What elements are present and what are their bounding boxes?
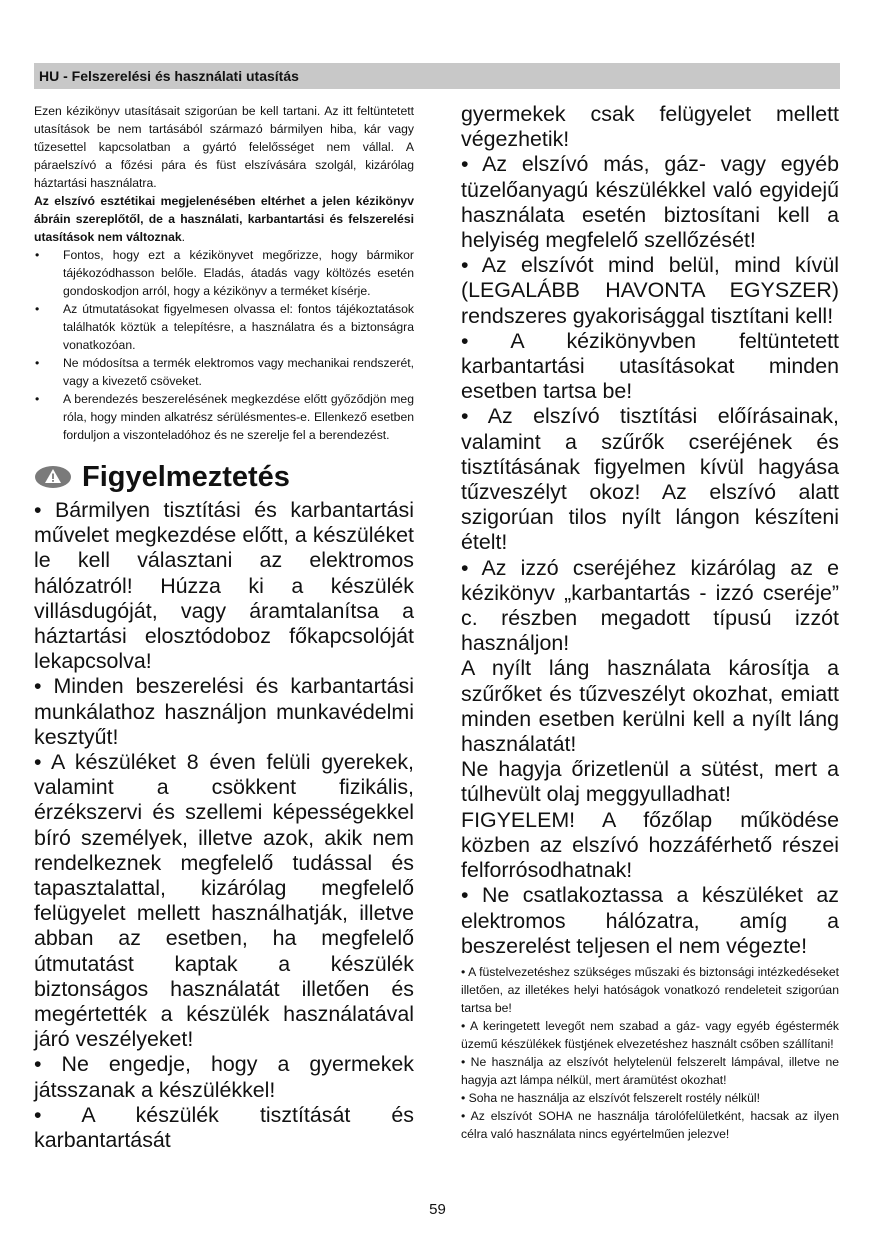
intro-bullet-list <box>34 246 414 444</box>
list-item <box>34 354 414 390</box>
intro-paragraph: Ezen kézikönyv utasításait szigorúan be kell tartani. Az itt feltüntetett utasítások be nem tartásából származó bármilyen hiba, kár vagy tűzesettel kapcsolatban a gyártó felelősséget nem vállal. A páraelszívó a főzési pára és füst elszívására szolgál, kizárólag háztartási használatra. <box>34 104 414 190</box>
note-paragraph: • Soha ne használja az elszívót felszerelt rostély nélkül! <box>461 1090 760 1105</box>
warning-paragraph: • Az izzó cseréjéhez kizárólag az e kézikönyv „karbantartás - izzó cseréje” c. részben megadott típusú izzót használjon! <box>461 555 839 656</box>
list-item <box>34 390 414 444</box>
list-item-text: Az útmutatásokat figyelmesen olvassa el: fontos tájékoztatások találhatók köztük a telepítésre, a használatra és a biztonságra vonatkozóan. <box>63 302 414 352</box>
warning-paragraph: • Az elszívó tisztítási előírásainak, valamint a szűrők cseréjének és tisztításának figyelmen kívül hagyása tűzveszélyt okoz! Az elszívó alatt szigorúan tilos nyílt lángon készíteni ételt! <box>461 404 839 555</box>
list-item-text: A berendezés beszerelésének megkezdése előtt győződjön meg róla, hogy minden alkatrész sérülésmentes-e. Ellenkező esetben forduljon a viszonteladóhoz és ne szerelje fel a berendezést. <box>63 392 414 442</box>
bold-note-text: Az elszívó esztétikai megjelenésében eltérhet a jelen kézikönyv ábráin szereplőtől, de a használati, karbantartási és felszerelési utasítások nem változnak <box>34 194 414 244</box>
section-title: HU - Felszerelési és használati utasítás <box>39 68 299 84</box>
bold-note-end: . <box>181 230 186 244</box>
left-column <box>34 102 414 1153</box>
bullet-marker: • <box>35 356 40 370</box>
bullet-marker: • <box>35 392 40 406</box>
warning-paragraph: • Az elszívó más, gáz- vagy egyéb tüzelőanyagú készülékkel való egyidejű használata esetén biztosítani kell a helyiség megfelelő szellőzését! <box>461 152 839 253</box>
list-item <box>34 300 414 354</box>
list-item-text: Fontos, hogy ezt a kézikönyvet megőrizze, hogy bármikor tájékozódhasson belőle. Eladás, átadás vagy költözés esetén gondoskodjon arról, hogy a kézikönyv a terméket kísérje. <box>63 248 414 298</box>
warning-paragraph: • Ne csatlakoztassa a készüléket az elektromos hálózatra, amíg a beszerelést teljesen el nem végezte! <box>461 883 839 958</box>
page-number: 59 <box>429 1201 446 1218</box>
warning-paragraph: • Ne engedje, hogy a gyermekek játsszanak a készülékkel! <box>34 1052 414 1102</box>
warning-paragraph: • Az elszívót mind belül, mind kívül (LEGALÁBB HAVONTA EGYSZER) rendszeres gyakorisággal tisztítani kell! <box>461 253 839 328</box>
warning-paragraph: • Bármilyen tisztítási és karbantartási művelet megkezdése előtt, a készüléket le kell választani az elektromos hálózatról! Húzza ki a készülék villásdugóját, vagy áramtalanítsa a háztartási elosztódoboz főkapcsolóját lekapcsolva! <box>34 498 414 674</box>
list-item <box>34 246 414 300</box>
warning-paragraph: • A készüléket 8 éven felüli gyerekek, valamint a csökkent fizikális, érzékszervi és szellemi képességekkel bíró személyek, illetve azok, akik nem rendelkeznek megfelelő tudással és tapasztalattal, kizárólag megfelelő felügyelet mellett használhatják, illetve abban az esetben, ha megfelelő útmutatást kaptak a készülék biztonságos használatát illetően és megértették a készülék használatával járó veszélyeket! <box>34 750 414 1052</box>
warning-title: Figyelmeztetés <box>82 461 290 493</box>
bullet-marker: • <box>35 302 40 316</box>
bullet-marker: • <box>35 248 40 262</box>
note-paragraph: • Ne használja az elszívót helytelenül felszerelt lámpával, illetve ne hagyja azt lámpa nélkül, mert áramütést okozhat! <box>461 1054 839 1087</box>
warning-paragraph: • Minden beszerelési és karbantartási munkálathoz használjon munkavédelmi kesztyűt! <box>34 674 414 749</box>
section-header <box>34 63 840 89</box>
warning-icon <box>34 465 72 489</box>
note-paragraph: • A keringetett levegőt nem szabad a gáz- vagy egyéb égéstermék üzemű készülékek füstjének elvezetéshez használt csőben szállítani! <box>461 1018 839 1051</box>
warning-paragraph: A nyílt láng használata károsítja a szűrőket és tűzveszélyt okozhat, emiatt minden esetben kerülni kell a nyílt láng használatát! <box>461 656 839 757</box>
note-paragraph: • A füstelvezetéshez szükséges műszaki és biztonsági intézkedéseket illetően, az illetékes helyi hatóságok vonatkozó rendeleteit szigorúan tartsa be! <box>461 964 839 1015</box>
bold-note <box>34 192 414 246</box>
list-item-text: Ne módosítsa a termék elektromos vagy mechanikai rendszerét, vagy a kivezető csöveket. <box>63 356 414 388</box>
warning-paragraph: • A kézikönyvben feltüntetett karbantartási utasításokat minden esetben tartsa be! <box>461 328 839 404</box>
note-paragraph: • Az elszívót SOHA ne használja tárolófelületként, hacsak az ilyen célra való használata nincs egyértelműen jelezve! <box>461 1108 839 1141</box>
right-column <box>461 102 839 1143</box>
warning-paragraph: gyermekek csak felügyelet mellett végezhetik! <box>461 102 839 152</box>
warning-paragraph: FIGYELEM! A főzőlap működése közben az elszívó hozzáférhető részei felforrósodhatnak! <box>461 807 839 883</box>
warning-paragraph: • A készülék tisztítását és karbantartását <box>34 1102 414 1153</box>
warning-heading <box>34 460 414 494</box>
warning-paragraph: Ne hagyja őrizetlenül a sütést, mert a túlhevült olaj meggyulladhat! <box>461 757 839 807</box>
